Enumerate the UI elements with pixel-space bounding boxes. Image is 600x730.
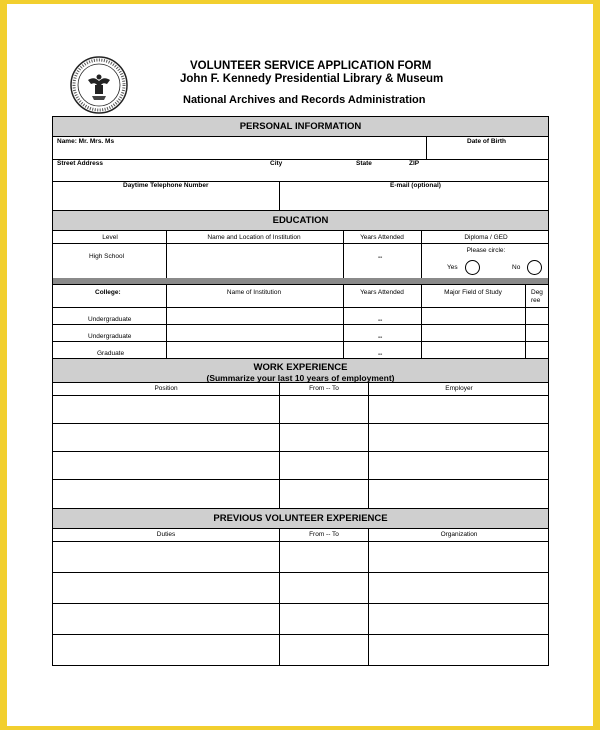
years-dash: -- — [378, 317, 383, 324]
divider — [279, 181, 280, 210]
divider — [279, 383, 280, 508]
city-label: City — [270, 160, 283, 167]
divider — [53, 395, 548, 396]
yes-circle-option[interactable] — [465, 260, 480, 275]
no-circle-option[interactable] — [527, 260, 542, 275]
years-dash: -- — [378, 334, 383, 341]
work-col-position: Position — [154, 385, 178, 392]
college-row-level: Undergraduate — [88, 316, 132, 323]
volunteer-col-duties: Duties — [156, 531, 176, 538]
no-label: No — [512, 264, 521, 271]
education-section-header: EDUCATION — [53, 210, 548, 231]
work-section-subtitle: (Summarize your last 10 years of employment) — [206, 373, 395, 383]
college-col-degree-2: ree — [531, 297, 541, 304]
divider — [53, 541, 548, 542]
divider — [426, 137, 427, 159]
personal-section-header: PERSONAL INFORMATION — [53, 117, 548, 137]
library-name: John F. Kennedy Presidential Library & Museum — [180, 73, 444, 85]
zip-label: ZIP — [409, 160, 420, 167]
state-label: State — [356, 160, 372, 167]
edu-col-institution: Name and Location of Institution — [207, 234, 301, 241]
divider — [53, 479, 548, 480]
college-col-years: Years Attended — [360, 289, 404, 296]
divider — [53, 603, 548, 604]
divider — [421, 231, 422, 278]
edu-col-diploma: Diploma / GED — [464, 234, 508, 241]
nara-seal-icon — [70, 56, 128, 114]
divider — [279, 529, 280, 665]
edu-col-years: Years Attended — [360, 234, 404, 241]
dob-label: Date of Birth — [467, 138, 506, 145]
years-dash: -- — [378, 254, 383, 261]
divider — [53, 324, 548, 325]
divider — [166, 231, 167, 278]
divider — [53, 307, 548, 308]
divider — [368, 529, 369, 665]
divider — [343, 231, 344, 278]
college-col-institution: Name of Institution — [226, 289, 282, 296]
divider — [343, 284, 344, 358]
college-row-level: Graduate — [97, 350, 125, 357]
work-section-header — [53, 358, 548, 383]
divider — [53, 159, 548, 160]
work-section-title: WORK EXPERIENCE — [253, 362, 348, 373]
divider — [166, 284, 167, 358]
divider — [421, 284, 422, 358]
email-label: E-mail (optional) — [390, 182, 441, 189]
divider — [53, 451, 548, 452]
years-dash: -- — [378, 351, 383, 358]
volunteer-col-organization: Organization — [440, 531, 478, 538]
college-row-level: Undergraduate — [88, 333, 132, 340]
name-label: Name: Mr. Mrs. Ms — [57, 138, 115, 145]
application-form — [52, 116, 549, 666]
phone-label: Daytime Telephone Number — [123, 182, 209, 189]
work-col-from-to: From -- To — [309, 385, 339, 392]
please-circle-label: Please circle: — [466, 247, 506, 254]
yes-label: Yes — [447, 264, 458, 271]
divider — [53, 423, 548, 424]
divider — [53, 243, 548, 244]
college-label: College: — [95, 289, 121, 296]
volunteer-section-header: PREVIOUS VOLUNTEER EXPERIENCE — [53, 508, 548, 529]
divider — [53, 634, 548, 635]
divider — [368, 383, 369, 508]
divider — [53, 284, 548, 285]
divider — [525, 284, 526, 358]
college-col-degree-1: Deg — [531, 289, 543, 296]
work-col-employer: Employer — [445, 385, 473, 392]
street-label: Street Address — [57, 160, 103, 167]
high-school-label: High School — [89, 253, 125, 260]
volunteer-col-from-to: From -- To — [309, 531, 339, 538]
edu-col-level: Level — [102, 234, 118, 241]
form-title: VOLUNTEER SERVICE APPLICATION FORM — [190, 60, 432, 72]
divider — [53, 341, 548, 342]
divider — [53, 572, 548, 573]
agency-name: National Archives and Records Administration — [183, 94, 426, 106]
college-col-major: Major Field of Study — [444, 289, 502, 296]
